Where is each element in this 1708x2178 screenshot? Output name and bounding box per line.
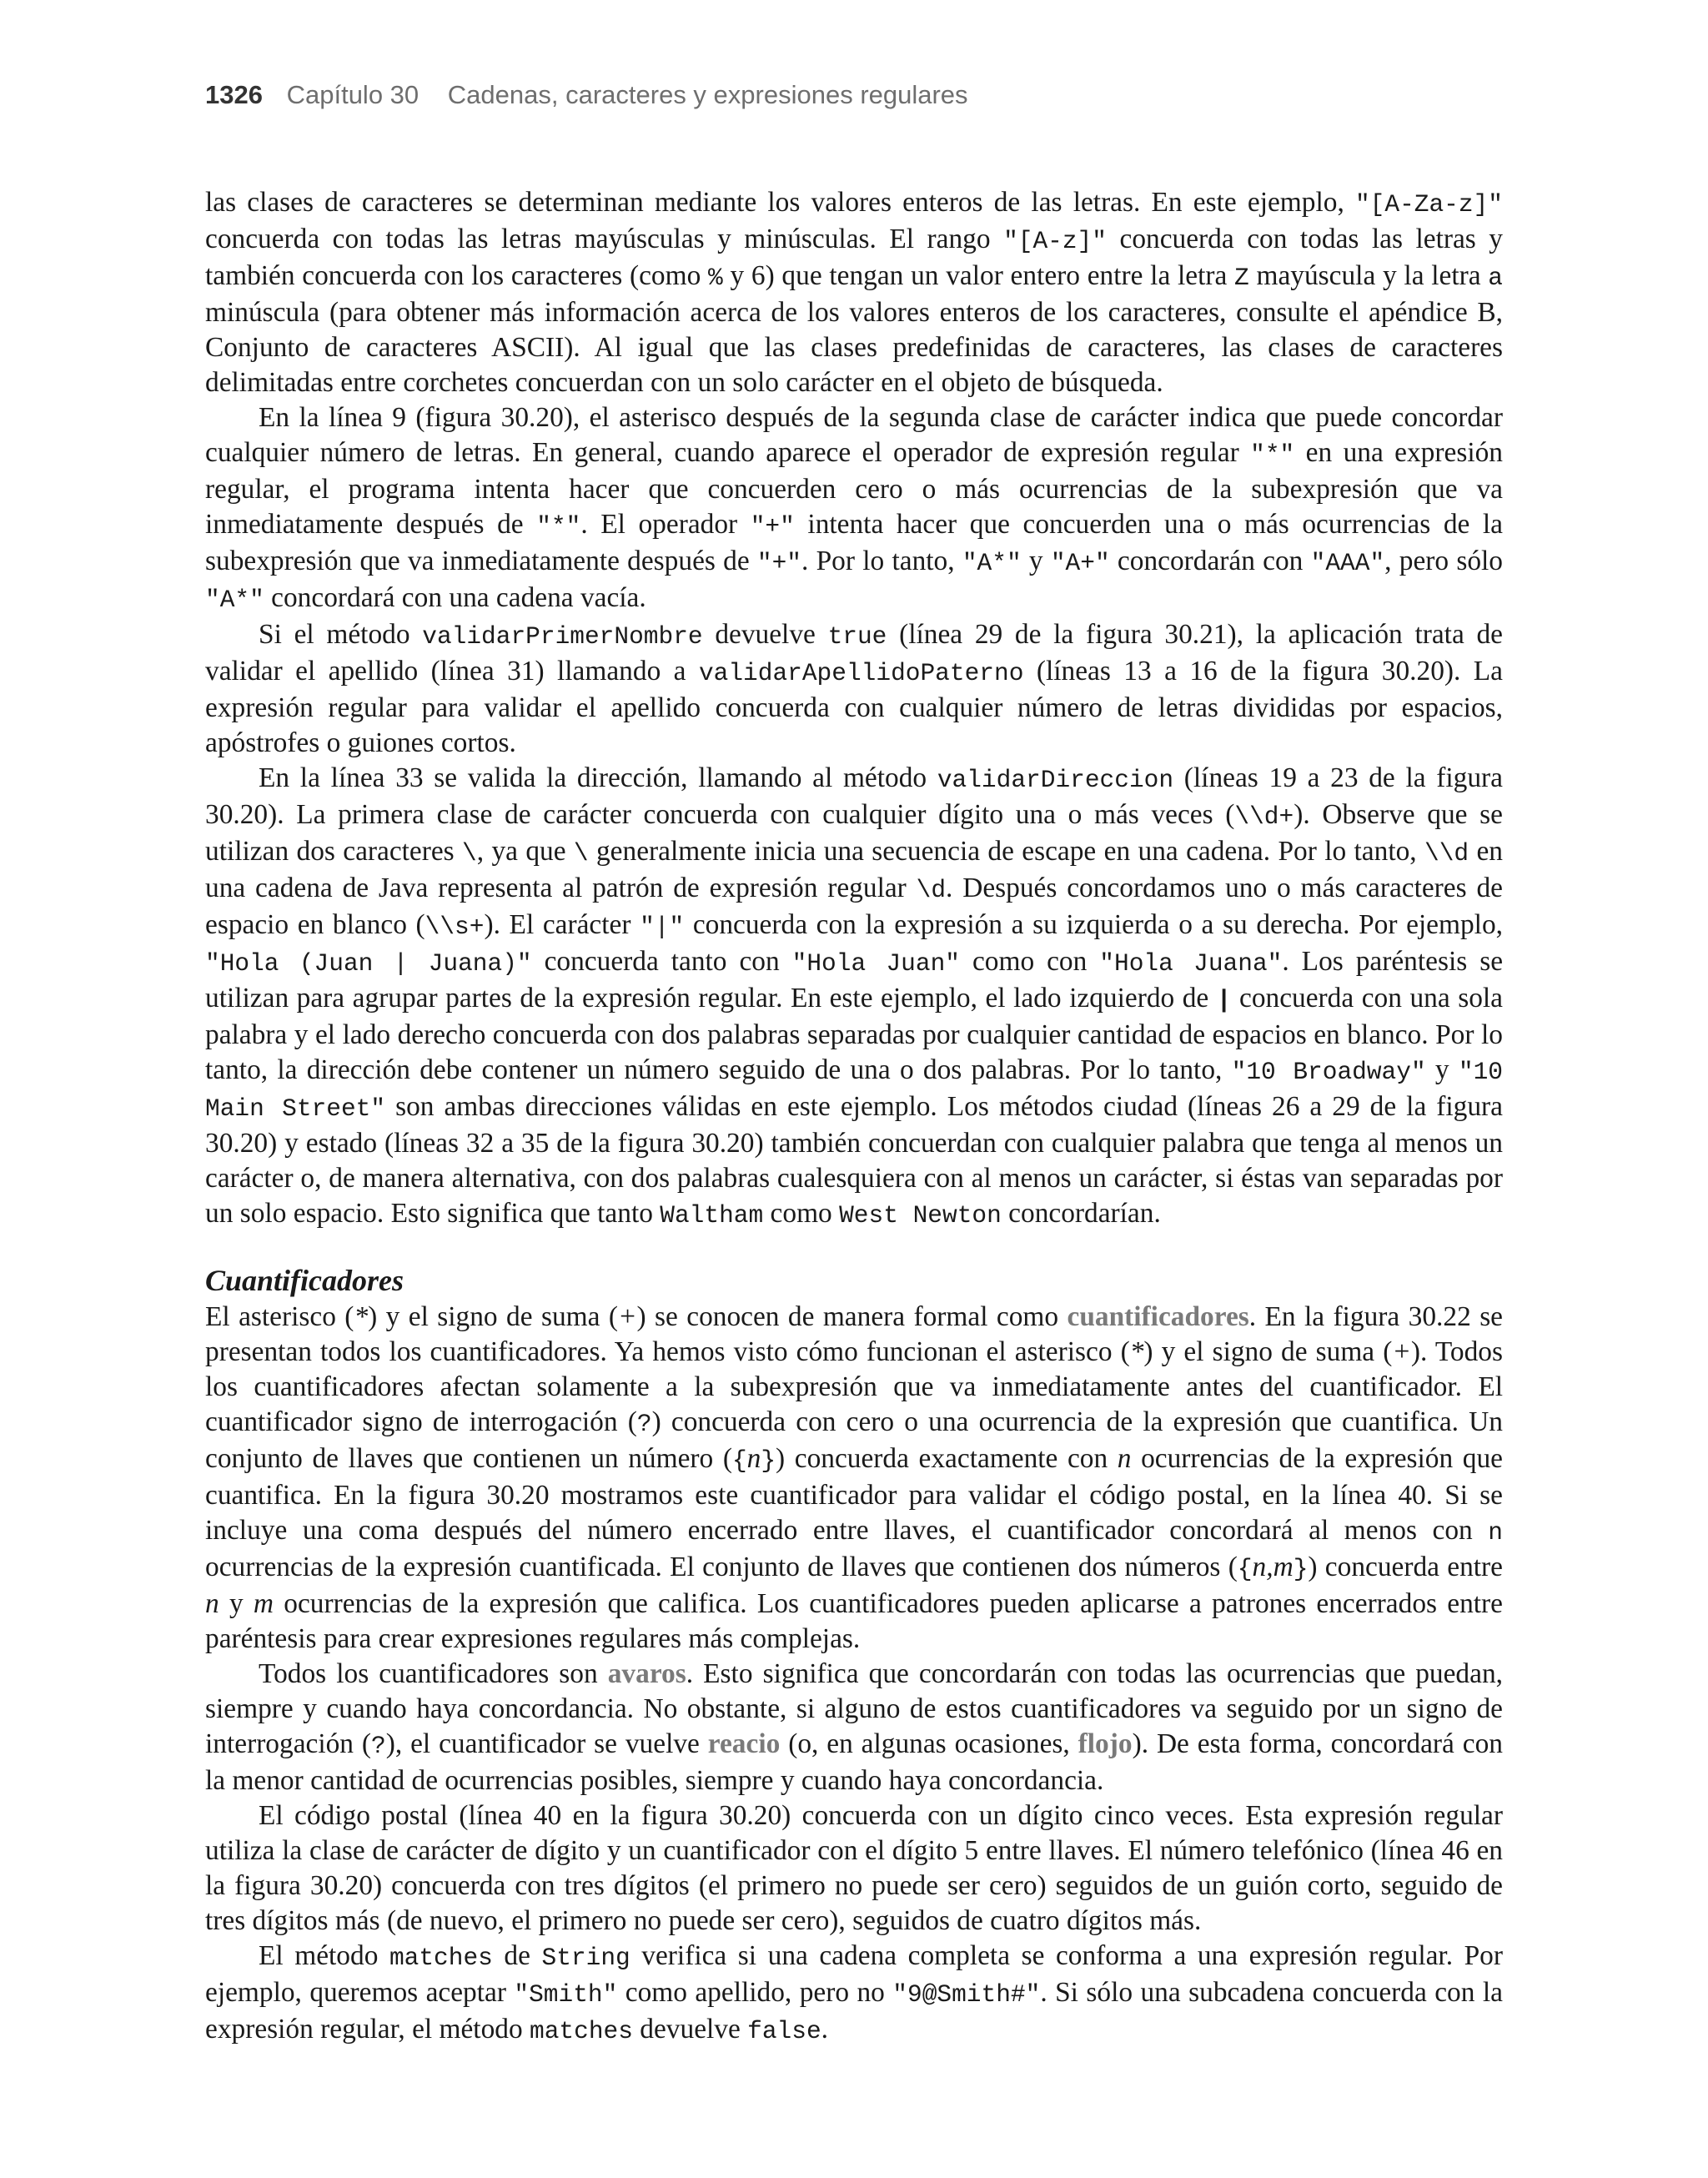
text-run: de [492,1940,542,1971]
text-run: concordará con una cadena vacía. [264,582,646,613]
code-literal: } [761,1446,776,1475]
text-run: ). Todos los cuantificadores afectan solamente a la subexpresión que va inmediatamente antes del cuantificador. El cuantificador signo de interrogación ( [205,1336,1503,1437]
text-run: ) y el signo de suma ( [368,1301,618,1332]
italic-variable: n [205,1588,219,1619]
text-run: intenta hacer que concuerden una o más ocurrencias de la subexpresión que va inmediatamente después de [205,509,1504,576]
text-run: (líneas 13 a 16 de la figura 30.20). La expresión regular para validar el apellido concuerda con cualquier número de letras divididas por espacios, apóstrofes o guiones cortos. [205,656,1503,758]
text-run: Todos los cuantificadores son [259,1658,608,1689]
text-run: como apellido, pero no [617,1977,893,2008]
code-literal: "10 Broadway" [1231,1058,1426,1086]
text-run: El asterisco ( [205,1301,354,1332]
text-run: ) concuerda con cero o una ocurrencia de la expresión que cuantifica. Un conjunto de llaves que contienen un número ( [205,1406,1503,1474]
text-run: ). De esta forma, concordará con la menor cantidad de ocurrencias posibles, siempre y cuando haya concordancia. [205,1728,1503,1796]
text-run: . El operador [580,509,751,540]
italic-symbol: + [617,1301,637,1332]
code-literal: \\d+ [1234,802,1294,831]
italic-symbol: * [1129,1336,1144,1367]
code-literal: "A+" [1050,549,1110,577]
code-literal: ? [371,1732,386,1760]
code-literal: "|" [640,913,685,941]
text-run: y [1425,1054,1459,1085]
paragraph [205,617,1503,761]
code-literal: "AAA" [1310,549,1385,577]
chapter-title: Cadenas, caracteres y expresiones regulares [447,80,968,109]
text-run: ocurrencias de la expresión que califica. Los cuantificadores pueden aplicarse a patrones encerrados entre paréntesis para crear expresiones regulares más complejas. [205,1588,1503,1654]
code-literal: ? [636,1410,652,1438]
paragraph [205,1939,1503,2049]
running-header [205,80,1506,122]
text-run: (líneas 19 a 23 de la figura 30.20). La primera clase de carácter concuerda con cualquier dígito una o más veces ( [205,762,1503,830]
text-run: generalmente inicia una secuencia de escape en una cadena. Por lo tanto, [588,836,1425,867]
code-literal: n [1488,1518,1503,1547]
text-run: ) se conocen de manera formal como [636,1301,1068,1332]
code-literal: | [1216,986,1232,1014]
text-run: concuerda con la expresión a su izquierda o a su derecha. Por ejemplo, [684,909,1503,940]
text-run: . En la figura 30.22 se presentan todos los cuantificadores. Ya hemos visto cómo funcionan el asterisco ( [205,1301,1504,1367]
text-run: ). Observe que se utilizan dos caracteres [205,799,1503,867]
paragraph [205,1300,1503,1657]
text-run: Si el método [259,619,423,650]
code-literal: validarApellidoPaterno [698,659,1024,687]
italic-variable: n,m [1252,1552,1294,1582]
code-literal: % [708,264,723,292]
text-run: concuerda con una sola palabra y el lado derecho concuerda con dos palabras separadas por cualquier cantidad de espacios en blanco. Por lo tanto, la dirección debe contener un número seguido de una o dos palabras. Por lo tanto, [205,983,1503,1085]
text-run: concordarían. [1001,1198,1161,1229]
key-term: flojo [1078,1728,1133,1759]
code-literal: "A*" [205,586,264,614]
italic-symbol: * [354,1301,369,1332]
text-run: , ya que [476,836,574,867]
text-run: . Si sólo una subcadena concuerda con la expresión regular, el método [205,1977,1503,2045]
code-literal: { [1237,1555,1253,1583]
paragraph [205,1657,1503,1798]
code-literal: Waltham [660,1201,764,1230]
code-literal: West Newton [839,1201,1002,1230]
text-run: las clases de caracteres se determinan mediante los valores enteros de las letras. En este ejemplo, [205,187,1355,218]
code-literal: \\d [1424,839,1469,868]
code-literal: } [1293,1555,1309,1583]
text-run: El método [259,1940,389,1971]
key-term: reacio [707,1728,781,1759]
text-run: ocurrencias de la expresión que cuantifica. En la figura 30.20 mostramos este cuantificador para validar el código postal, en la línea 40. Si se incluye una coma después del número encerrado entre llaves, el cuantificador concordará al menos con [205,1443,1503,1546]
code-literal: \\s+ [424,913,485,941]
code-literal: "Hola Juana" [1099,949,1283,978]
text-run: . [821,2014,829,2045]
italic-symbol: + [1392,1336,1411,1367]
code-literal: "*" [536,512,581,541]
text-run: como [763,1198,840,1229]
section-heading: Cuantificadores [205,1264,404,1297]
text-run: y 6) que tengan un valor entero entre la letra [722,260,1235,291]
paragraph [205,1798,1503,1939]
key-term: cuantificadores [1067,1301,1249,1332]
text-run: ) concuerda entre [1308,1552,1503,1582]
chapter-label: Capítulo 30 [286,80,419,109]
code-literal: "[A-z]" [1003,227,1107,255]
text-run: concuerda con todas las letras y también concuerda con los caracteres (como [205,224,1503,291]
code-literal: "Hola Juan" [791,949,960,978]
text-run: devuelve [632,2014,748,2045]
code-literal: validarDireccion [937,766,1174,794]
text-run: (línea 29 de la figura 30.21), la aplicación trata de validar el apellido (línea 31) llamando a [205,619,1503,687]
code-literal: "10 Main Street" [205,1058,1503,1123]
code-literal: "+" [750,512,795,541]
italic-variable: n [1117,1443,1132,1474]
italic-variable: n [746,1443,761,1474]
text-run: , pero sólo [1384,546,1503,576]
text-run: En la línea 9 (figura 30.20), el asterisco después de la segunda clase de carácter indica que puede concordar cualquier número de letras. En general, cuando aparece el operador de expresión regular [205,402,1503,468]
key-term: avaros [607,1658,686,1689]
code-literal: matches [389,1944,493,1972]
body-text [205,185,1503,2049]
text-run: . Esto significa que concordarán con todas las ocurrencias que puedan, siempre y cuando haya concordancia. No obstante, si alguno de estos cuantificadores va seguido por un signo de interrogación ( [205,1658,1503,1759]
text-run: ). El carácter [484,909,640,940]
text-run: (o, en algunas ocasiones, [780,1728,1078,1759]
text-run: concuerda con todas las letras mayúsculas y minúsculas. El rango [205,224,1004,254]
italic-variable: m [253,1588,274,1619]
paragraph [205,761,1503,1233]
code-literal: \ [573,839,589,868]
text-run: mayúscula y la letra [1248,260,1489,291]
text-run: ocurrencias de la expresión cuantificada. El conjunto de llaves que contienen dos números ( [205,1552,1238,1582]
code-literal: "Smith" [514,1980,618,2009]
paragraph [205,400,1503,617]
text-run: son ambas direcciones válidas en este ejemplo. Los métodos ciudad (líneas 26 a 29 de la figura 30.20) y estado (líneas 32 a 35 de la figura 30.20) también concuerdan con cualquier palabra que tenga al menos un carácter o, de manera alternativa, con dos palabras cualesquiera con al menos un carácter, si éstas van separadas por un solo espacio. Esto significa que tanto [205,1091,1503,1229]
text-run: devuelve [702,619,828,650]
text-run: como con [960,946,1100,977]
code-literal: true [827,622,887,651]
paragraph [205,185,1503,400]
page-number: 1326 [205,80,263,109]
text-run: concuerda tanto con [531,946,792,977]
text-run: En la línea 33 se valida la dirección, llamando al método [259,762,937,793]
text-run: El código postal (línea 40 en la figura 30.20) concuerda con un dígito cinco veces. Esta expresión regular utiliza la clase de carácter de dígito y un cuantificador con el dígito 5 entre llaves. El número telefónico (línea 46 en la figura 30.20) concuerda con tres dígitos (el primero no puede ser cero) seguidos de un guión corto, seguido de tres dígitos más (de nuevo, el primero no puede ser cero), seguidos de cuatro dígitos más. [205,1800,1503,1936]
text-run: ) y el signo de suma ( [1143,1336,1393,1367]
text-run: verifica si una cadena completa se conforma a una expresión regular. Por ejemplo, queremos aceptar [205,1940,1503,2008]
text-run: minúscula (para obtener más información acerca de los valores enteros de los caracteres, consulte el apéndice B, Conjunto de caracteres ASCII). Al igual que las clases predefinidas de caracteres, las clases de caracteres delimitadas entre corchetes concuerdan con un solo carácter en el objeto de búsqueda. [205,297,1503,398]
code-literal: "A*" [962,549,1022,577]
code-literal: \ [462,839,477,868]
text-run: ) concuerda exactamente con [776,1443,1118,1474]
text-run: . Por lo tanto, [801,546,962,576]
text-run: . Después concordamos uno o más caracteres de espacio en blanco ( [205,873,1503,940]
code-literal: Z [1234,264,1249,292]
text-run: ), el cuantificador se vuelve [385,1728,708,1759]
code-literal: "*" [1250,440,1295,469]
text-run: concordarán con [1109,546,1311,576]
text-run: . Los paréntesis se utilizan para agrupar partes de la expresión regular. En este ejemplo, el lado izquierdo de [205,946,1504,1014]
text-run: en una expresión regular, el programa intenta hacer que concuerden cero o más ocurrencias de la subexpresión que va inmediatamente después de [205,437,1503,540]
code-literal: String [541,1944,630,1972]
code-literal: "9@Smith#" [892,1980,1041,2009]
code-literal: false [747,2017,821,2045]
code-literal: { [731,1446,747,1475]
code-literal: matches [530,2017,633,2045]
text-run: en una cadena de Java representa al patrón de expresión regular [205,836,1504,903]
text-run: y [1021,546,1051,576]
code-literal: "[A-Za-z]" [1354,190,1503,219]
code-literal: validarPrimerNombre [422,622,703,651]
code-literal: a [1488,264,1503,292]
text-run: y [219,1588,254,1619]
code-literal: "Hola (Juan | Juana)" [205,949,532,978]
code-literal: \d [916,876,947,904]
code-literal: "+" [756,549,802,577]
